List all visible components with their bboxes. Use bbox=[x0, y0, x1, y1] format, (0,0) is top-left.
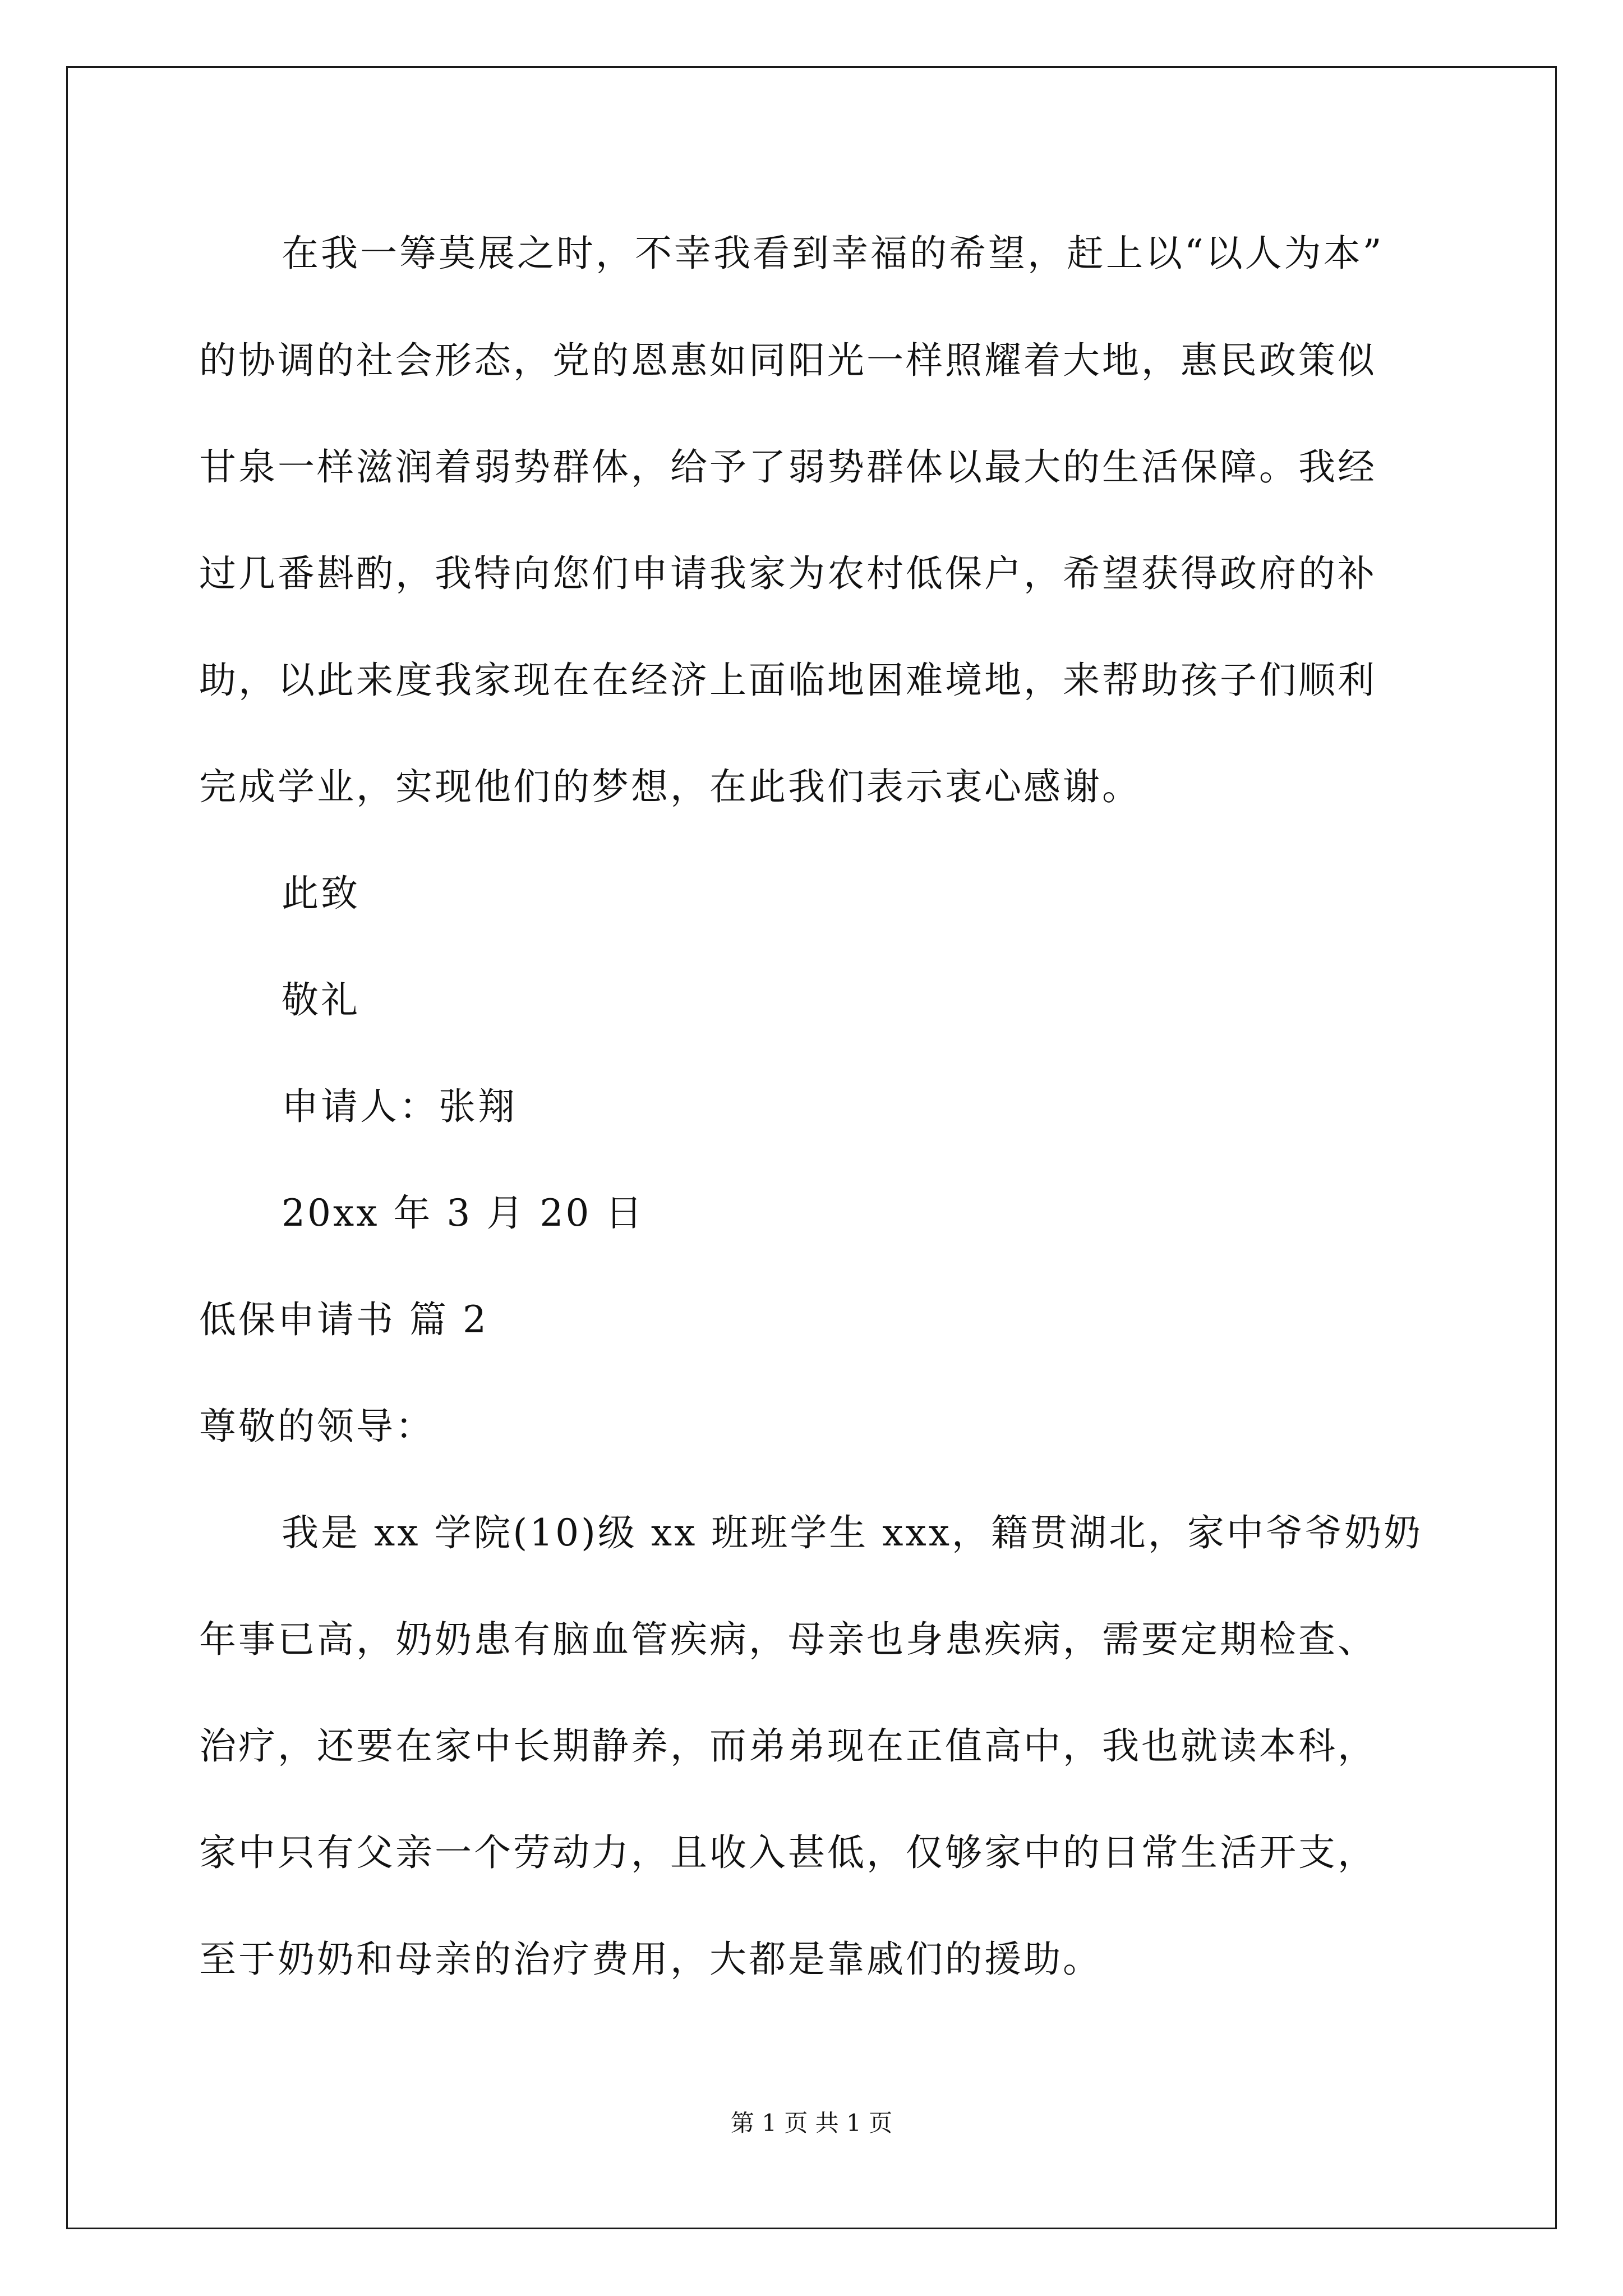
paragraph-1-line-5: 助，以此来度我家现在在经济上面临地困难境地，来帮助孩子们顺利 bbox=[199, 659, 1377, 702]
paragraph-2-line-4: 家中只有父亲一个劳动力，且收入甚低，仅够家中的日常生活开支， bbox=[199, 1831, 1377, 1874]
applicant-signature: 申请人：张翔 bbox=[282, 1085, 517, 1128]
paragraph-1-line-3: 甘泉一样滋润着弱势群体，给予了弱势群体以最大的生活保障。我经 bbox=[199, 445, 1377, 489]
paragraph-2-line-3: 治疗，还要在家中长期静养，而弟弟现在正值高中，我也就读本科， bbox=[199, 1724, 1377, 1768]
paragraph-1-line-4: 过几番斟酌，我特向您们申请我家为农村低保户，希望获得政府的补 bbox=[199, 552, 1377, 595]
page-footer: 第 1 页 共 1 页 bbox=[730, 2109, 893, 2137]
paragraph-2-line-2: 年事已高，奶奶患有脑血管疾病，母亲也身患疾病，需要定期检查、 bbox=[199, 1618, 1377, 1661]
paragraph-1-line-1: 在我一筹莫展之时，不幸我看到幸福的希望，赶上以“以人为本” bbox=[282, 232, 1384, 275]
paragraph-2-line-1: 我是 xx 学院(10)级 xx 班班学生 xxx，籍贯湖北，家中爷爷奶奶 bbox=[282, 1511, 1423, 1554]
paragraph-1-line-2: 的协调的社会形态，党的恩惠如同阳光一样照耀着大地，惠民政策似 bbox=[199, 339, 1377, 382]
section-title: 低保申请书 篇 2 bbox=[199, 1298, 488, 1341]
paragraph-2-line-5: 至于奶奶和母亲的治疗费用，大都是靠戚们的援助。 bbox=[199, 1938, 1102, 1981]
date-line: 20xx 年 3 月 20 日 bbox=[282, 1191, 645, 1235]
closing-2: 敬礼 bbox=[282, 978, 360, 1022]
closing-1: 此致 bbox=[282, 872, 360, 915]
salutation: 尊敬的领导： bbox=[199, 1405, 435, 1448]
paragraph-1-line-6: 完成学业，实现他们的梦想，在此我们表示衷心感谢。 bbox=[199, 765, 1141, 808]
page-border bbox=[66, 66, 1557, 2229]
